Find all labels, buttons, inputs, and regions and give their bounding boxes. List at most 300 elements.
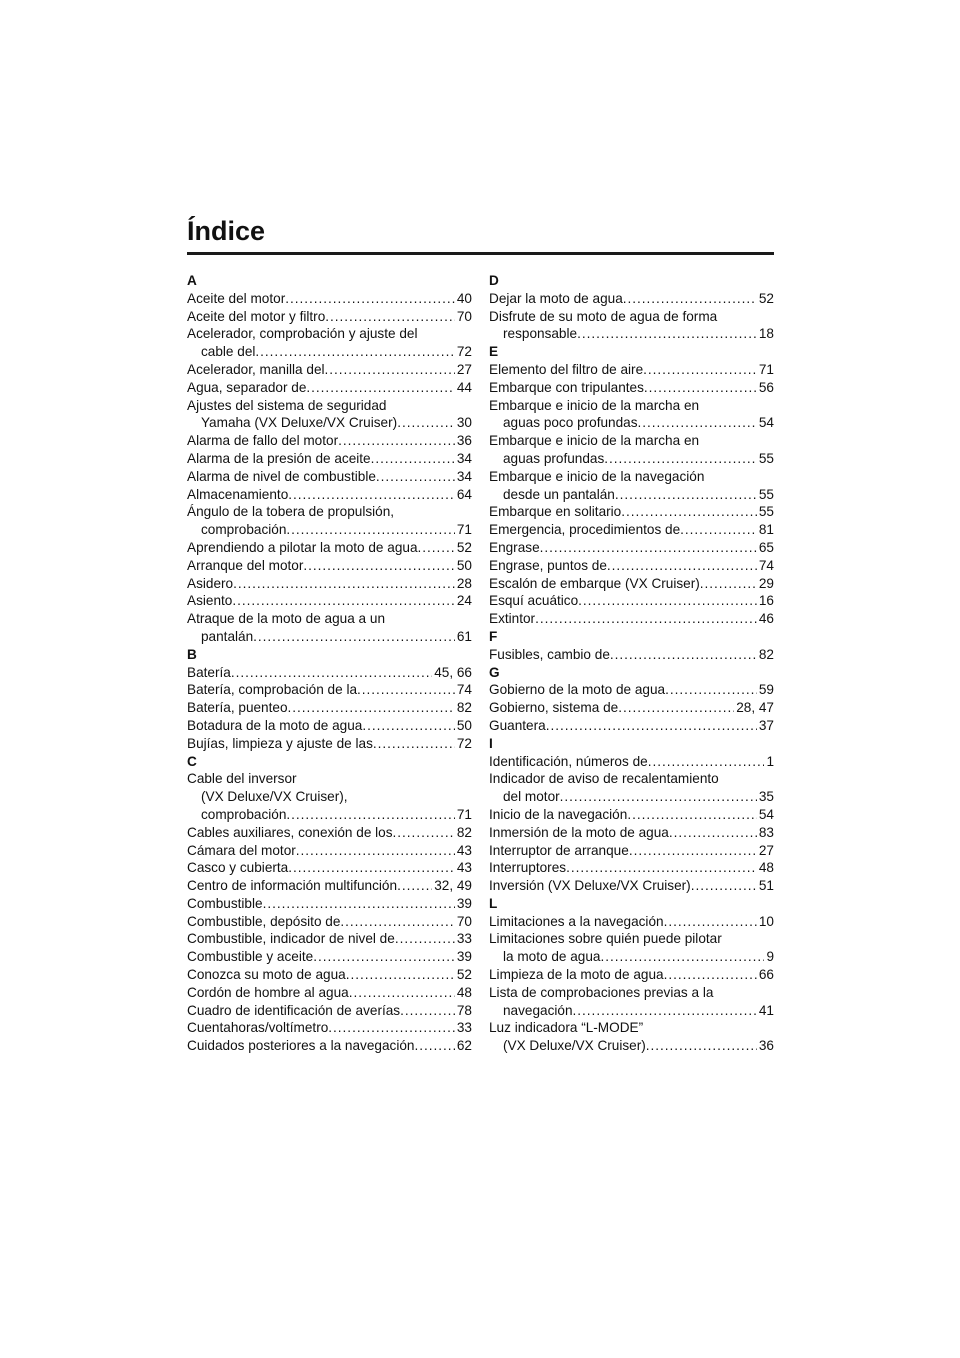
- entry-line: [187, 699, 472, 717]
- dot-leader: [627, 806, 757, 824]
- index-entry: [489, 503, 774, 521]
- index-entry: [187, 913, 472, 931]
- page-number: 51: [758, 878, 774, 894]
- page-number: 50: [456, 557, 472, 573]
- entry-text: Cámara del motor: [187, 842, 296, 858]
- dot-leader: [338, 432, 455, 450]
- dot-leader: [566, 859, 757, 877]
- index-entry: [187, 966, 472, 984]
- entry-last-line: [187, 343, 472, 361]
- entry-text: Engrase: [489, 539, 540, 555]
- entry-line: [187, 717, 472, 735]
- entry-text: Gobierno de la moto de agua: [489, 682, 666, 698]
- entry-text: Aceite del motor: [187, 290, 286, 306]
- entry-line: [489, 681, 774, 699]
- dot-leader: [393, 824, 455, 842]
- index-entry: [187, 379, 472, 397]
- dot-leader: [395, 930, 455, 948]
- entry-line: [489, 379, 774, 397]
- page-number: 62: [456, 1038, 472, 1054]
- entry-last-line: [489, 325, 774, 343]
- dot-leader: [664, 966, 757, 984]
- index-entry: [489, 842, 774, 860]
- page-number: 46: [758, 611, 774, 627]
- index-entry: [187, 308, 472, 326]
- entry-line: [489, 503, 774, 521]
- index-entry: [187, 503, 472, 539]
- index-entry: [489, 1019, 774, 1055]
- dot-leader: [578, 592, 757, 610]
- index-entry: [187, 450, 472, 468]
- index-entry: [489, 770, 774, 806]
- entry-text-continued: aguas profundas: [503, 450, 605, 466]
- page-number: 50: [456, 717, 472, 733]
- dot-leader: [288, 699, 455, 717]
- index-entry: [489, 592, 774, 610]
- index-entry: [489, 717, 774, 735]
- entry-line: [489, 575, 774, 593]
- entry-line: [187, 290, 472, 308]
- entry-text: Alarma de nivel de combustible: [187, 468, 376, 484]
- entry-line: [489, 842, 774, 860]
- dot-leader: [263, 895, 455, 913]
- entry-line: [187, 450, 472, 468]
- index-entry: [489, 753, 774, 771]
- page-number: 39: [456, 949, 472, 965]
- index-entry: [187, 717, 472, 735]
- index-entry: [489, 824, 774, 842]
- page-number: 44: [456, 379, 472, 395]
- page-number: 74: [758, 557, 774, 573]
- page-number: 54: [758, 806, 774, 822]
- entry-text: Elemento del filtro de aire: [489, 361, 644, 377]
- entry-text-continued: Yamaha (VX Deluxe/VX Cruiser): [201, 415, 398, 431]
- dot-leader: [397, 877, 432, 895]
- entry-line: [187, 592, 472, 610]
- index-entry: [489, 859, 774, 877]
- entry-text: Emergencia, procedimientos de: [489, 522, 681, 538]
- page-number: 72: [456, 735, 472, 751]
- index-entry: [489, 379, 774, 397]
- entry-text: Casco y cubierta: [187, 860, 289, 876]
- entry-text: Cuidados posteriores a la navegación: [187, 1038, 415, 1054]
- page-number: 34: [456, 468, 472, 484]
- dot-leader: [373, 735, 455, 753]
- page-number: 16: [758, 593, 774, 609]
- dot-leader: [680, 521, 757, 539]
- dot-leader: [325, 361, 455, 379]
- entry-text: Almacenamiento: [187, 486, 289, 502]
- entry-line: [489, 361, 774, 379]
- index-entry: [187, 859, 472, 877]
- section-letter: L: [489, 895, 498, 911]
- index-entry: [187, 557, 472, 575]
- page-number: 55: [758, 504, 774, 520]
- dot-leader: [340, 913, 454, 931]
- index-entry: [187, 592, 472, 610]
- dot-leader: [535, 610, 757, 628]
- index-entry: [187, 468, 472, 486]
- entry-text: Acelerador, comprobación y ajuste del: [187, 326, 418, 342]
- dot-leader: [540, 539, 757, 557]
- page-number: 27: [758, 842, 774, 858]
- index-entry: [187, 539, 472, 557]
- page-number: 40: [456, 290, 472, 306]
- index-entry: [489, 308, 774, 344]
- page-number: 32, 49: [434, 878, 472, 894]
- entry-line: [489, 290, 774, 308]
- entry-last-line: [187, 628, 472, 646]
- entry-text: Engrase, puntos de: [489, 557, 607, 573]
- index-entry: [489, 984, 774, 1020]
- entry-text: Combustible: [187, 895, 263, 911]
- entry-line: [489, 699, 774, 717]
- page-number: 45, 66: [434, 664, 472, 680]
- dot-leader: [573, 1002, 757, 1020]
- dot-leader: [371, 450, 455, 468]
- entry-text: Combustible, depósito de: [187, 913, 341, 929]
- dot-leader: [618, 699, 734, 717]
- index-entry: [489, 468, 774, 504]
- page-number: 18: [758, 326, 774, 342]
- page-number: 81: [758, 522, 774, 538]
- entry-text: Indicador de aviso de recalentamiento: [489, 771, 719, 787]
- entry-line: [489, 824, 774, 842]
- entry-text: Cordón de hombre al agua: [187, 984, 349, 1000]
- entry-last-line: [187, 521, 472, 539]
- entry-text: Interruptor de arranque: [489, 842, 629, 858]
- page-number: 33: [456, 1020, 472, 1036]
- dot-leader: [629, 842, 757, 860]
- entry-last-line: [489, 486, 774, 504]
- index-entry: [187, 699, 472, 717]
- index-entry: [187, 361, 472, 379]
- entry-line: [187, 842, 472, 860]
- page-number: 70: [456, 308, 472, 324]
- entry-text-continued: (VX Deluxe/VX Cruiser): [503, 1038, 646, 1054]
- page-number: 41: [758, 1002, 774, 1018]
- entry-text: Atraque de la moto de agua a un: [187, 611, 386, 627]
- page-number: 61: [456, 628, 472, 644]
- entry-text: Combustible, indicador de nivel de: [187, 931, 395, 947]
- index-entry: [489, 361, 774, 379]
- entry-text: Limpieza de la moto de agua: [489, 967, 664, 983]
- page-number: 59: [758, 682, 774, 698]
- entry-text-continued: aguas poco profundas: [503, 415, 638, 431]
- dot-leader: [296, 842, 455, 860]
- index-column-right: [489, 272, 774, 1055]
- index-entry: [187, 877, 472, 895]
- entry-text: Cuadro de identificación de averías: [187, 1002, 401, 1018]
- page-number: 9: [766, 949, 774, 965]
- dot-leader: [638, 414, 757, 432]
- section-letter: F: [489, 628, 498, 644]
- dot-leader: [253, 628, 455, 646]
- index-entry: [187, 575, 472, 593]
- page-number: 36: [758, 1038, 774, 1054]
- entry-line: [489, 859, 774, 877]
- index-entry: [489, 290, 774, 308]
- dot-leader: [418, 539, 455, 557]
- page-number: 72: [456, 344, 472, 360]
- index-entry: [489, 397, 774, 433]
- index-column-left: [187, 272, 472, 1055]
- page-number: 48: [758, 860, 774, 876]
- entry-text-continued: navegación: [503, 1002, 573, 1018]
- entry-line: [489, 877, 774, 895]
- dot-leader: [560, 788, 757, 806]
- entry-last-line: [489, 450, 774, 468]
- index-entry: [187, 930, 472, 948]
- dot-leader: [607, 557, 757, 575]
- entry-line: [187, 361, 472, 379]
- entry-line: [187, 735, 472, 753]
- page-number: 52: [456, 539, 472, 555]
- entry-text: Limitaciones a la navegación: [489, 913, 664, 929]
- dot-leader: [400, 1002, 455, 1020]
- index-entry: [187, 842, 472, 860]
- entry-text-continued: pantalán: [201, 628, 254, 644]
- entry-text: Batería: [187, 664, 231, 680]
- index-entry: [489, 930, 774, 966]
- dot-leader: [255, 343, 454, 361]
- section-letter: I: [489, 735, 493, 751]
- entry-text-continued: comprobación: [201, 806, 287, 822]
- page-number: 78: [456, 1002, 472, 1018]
- page-number: 30: [456, 415, 472, 431]
- page-number: 54: [758, 415, 774, 431]
- index-entry: [489, 575, 774, 593]
- index-entry: [187, 290, 472, 308]
- entry-line: [187, 575, 472, 593]
- entry-line: [187, 1037, 472, 1055]
- entry-text: Alarma de la presión de aceite: [187, 450, 371, 466]
- index-entry: [489, 681, 774, 699]
- dot-leader: [621, 503, 757, 521]
- entry-text: Embarque e inicio de la navegación: [489, 468, 705, 484]
- dot-leader: [313, 948, 455, 966]
- entry-line: [489, 592, 774, 610]
- index-entry: [187, 984, 472, 1002]
- entry-text: Embarque e inicio de la marcha en: [489, 397, 700, 413]
- entry-text: Asidero: [187, 575, 234, 591]
- entry-text: Centro de información multifunción: [187, 878, 398, 894]
- entry-line: [187, 984, 472, 1002]
- section-letter: B: [187, 646, 197, 662]
- page-number: 55: [758, 486, 774, 502]
- entry-line: [489, 521, 774, 539]
- page-number: 34: [456, 450, 472, 466]
- entry-line: [187, 824, 472, 842]
- section-letter: E: [489, 344, 499, 360]
- entry-text: Agua, separador de: [187, 379, 307, 395]
- dot-leader: [357, 681, 455, 699]
- entry-line: [187, 930, 472, 948]
- page-number: 66: [758, 967, 774, 983]
- entry-last-line: [489, 1002, 774, 1020]
- page-number: 36: [456, 433, 472, 449]
- entry-text: Cuentahoras/voltímetro: [187, 1020, 329, 1036]
- dot-leader: [414, 1037, 454, 1055]
- dot-leader: [306, 379, 454, 397]
- dot-leader: [700, 575, 757, 593]
- dot-leader: [233, 575, 455, 593]
- dot-leader: [286, 806, 454, 824]
- entry-text: Limitaciones sobre quién puede pilotar: [489, 931, 722, 947]
- dot-leader: [546, 717, 757, 735]
- dot-leader: [285, 290, 455, 308]
- entry-text-continued: desde un pantalán: [503, 486, 615, 502]
- entry-text: Cables auxiliares, conexión de los: [187, 824, 393, 840]
- index-entry: [489, 557, 774, 575]
- dot-leader: [349, 984, 455, 1002]
- section-letter: G: [489, 664, 500, 680]
- entry-text: Conozca su moto de agua: [187, 967, 346, 983]
- dot-leader: [286, 521, 454, 539]
- entry-text: Disfrute de su moto de agua de forma: [489, 308, 718, 324]
- entry-text: Embarque e inicio de la marcha en: [489, 433, 700, 449]
- entry-last-line: [187, 414, 472, 432]
- entry-text-continued: del motor: [503, 789, 560, 805]
- dot-leader: [232, 592, 455, 610]
- page-number: 55: [758, 450, 774, 466]
- page-number: 82: [758, 646, 774, 662]
- entry-line: [187, 486, 472, 504]
- entry-text: Lista de comprobaciones previas a la: [489, 984, 714, 1000]
- entry-text: Dejar la moto de agua: [489, 290, 623, 306]
- index-entry: [489, 646, 774, 664]
- page-number: 43: [456, 860, 472, 876]
- dot-leader: [646, 1037, 757, 1055]
- page-number: 71: [456, 522, 472, 538]
- index-entry: [187, 895, 472, 913]
- index-entry: [187, 681, 472, 699]
- entry-text: Arranque del motor: [187, 557, 304, 573]
- page-number: 83: [758, 824, 774, 840]
- dot-leader: [623, 290, 757, 308]
- entry-line: [489, 753, 774, 771]
- dot-leader: [601, 948, 765, 966]
- entry-text: Batería, comprobación de la: [187, 682, 358, 698]
- entry-line: [489, 966, 774, 984]
- dot-leader: [664, 913, 757, 931]
- entry-text: Inmersión de la moto de agua: [489, 824, 669, 840]
- index-entry: [187, 325, 472, 361]
- entry-line: [187, 557, 472, 575]
- page-number: 71: [758, 361, 774, 377]
- page-number: 28: [456, 575, 472, 591]
- entry-line: [489, 539, 774, 557]
- dot-leader: [325, 308, 455, 326]
- index-entry: [187, 948, 472, 966]
- dot-leader: [648, 753, 765, 771]
- entry-last-line: [489, 948, 774, 966]
- index-entry: [489, 877, 774, 895]
- dot-leader: [691, 877, 757, 895]
- entry-text-continued: cable del: [201, 344, 256, 360]
- entry-line: [489, 913, 774, 931]
- entry-last-line: [187, 806, 472, 824]
- entry-text: Cable del inversor: [187, 771, 297, 787]
- page-number: 35: [758, 789, 774, 805]
- index-entry: [187, 824, 472, 842]
- dot-leader: [604, 450, 757, 468]
- index-entry: [489, 521, 774, 539]
- page-number: 27: [456, 361, 472, 377]
- dot-leader: [397, 414, 455, 432]
- dot-leader: [644, 379, 757, 397]
- section-letter: D: [489, 273, 499, 288]
- entry-line: [187, 966, 472, 984]
- page-number: 39: [456, 895, 472, 911]
- index-entry: [489, 432, 774, 468]
- index-entry: [489, 610, 774, 628]
- page-number: 64: [456, 486, 472, 502]
- page-number: 48: [456, 984, 472, 1000]
- index-entry: [187, 1019, 472, 1037]
- entry-text-continued: (VX Deluxe/VX Cruiser),: [201, 789, 348, 805]
- entry-line: [489, 610, 774, 628]
- title-divider: [187, 252, 774, 255]
- entry-text-continued: comprobación: [201, 522, 287, 538]
- page-number: 29: [758, 575, 774, 591]
- page-number: 10: [758, 913, 774, 929]
- entry-line: [187, 308, 472, 326]
- dot-leader: [665, 681, 757, 699]
- entry-line: [187, 468, 472, 486]
- page-number: 56: [758, 379, 774, 395]
- section-letter: A: [187, 273, 197, 288]
- index-entry: [489, 806, 774, 824]
- entry-text: Inversión (VX Deluxe/VX Cruiser): [489, 878, 691, 894]
- page-title: Índice: [187, 216, 266, 246]
- entry-line: [187, 895, 472, 913]
- dot-leader: [288, 486, 455, 504]
- index-entry: [187, 610, 472, 646]
- entry-last-line: [489, 414, 774, 432]
- page-number: 52: [758, 290, 774, 306]
- page-number: 82: [456, 824, 472, 840]
- page-number: 82: [456, 700, 472, 716]
- entry-text: Embarque en solitario: [489, 504, 622, 520]
- entry-text: Aceite del motor y filtro: [187, 308, 326, 324]
- entry-line: [187, 913, 472, 931]
- entry-line: [187, 1019, 472, 1037]
- index-entry: [187, 432, 472, 450]
- entry-text: Ángulo de la tobera de propulsión,: [187, 504, 395, 520]
- entry-line: [187, 539, 472, 557]
- dot-leader: [643, 361, 757, 379]
- entry-text: Botadura de la moto de agua: [187, 717, 363, 733]
- index-entry: [187, 664, 472, 682]
- entry-line: [489, 557, 774, 575]
- entry-text-continued: responsable: [503, 326, 578, 342]
- section-letter: C: [187, 753, 197, 769]
- entry-text: Aprendiendo a pilotar la moto de agua: [187, 539, 418, 555]
- page-number: 43: [456, 842, 472, 858]
- entry-line: [489, 806, 774, 824]
- entry-line: [187, 1002, 472, 1020]
- dot-leader: [610, 646, 757, 664]
- entry-line: [187, 664, 472, 682]
- dot-leader: [288, 859, 455, 877]
- page-number: 37: [758, 717, 774, 733]
- entry-text: Embarque con tripulantes: [489, 379, 644, 395]
- page-number: 33: [456, 931, 472, 947]
- index-entry: [187, 770, 472, 823]
- entry-text: Alarma de fallo del motor: [187, 433, 339, 449]
- dot-leader: [376, 468, 455, 486]
